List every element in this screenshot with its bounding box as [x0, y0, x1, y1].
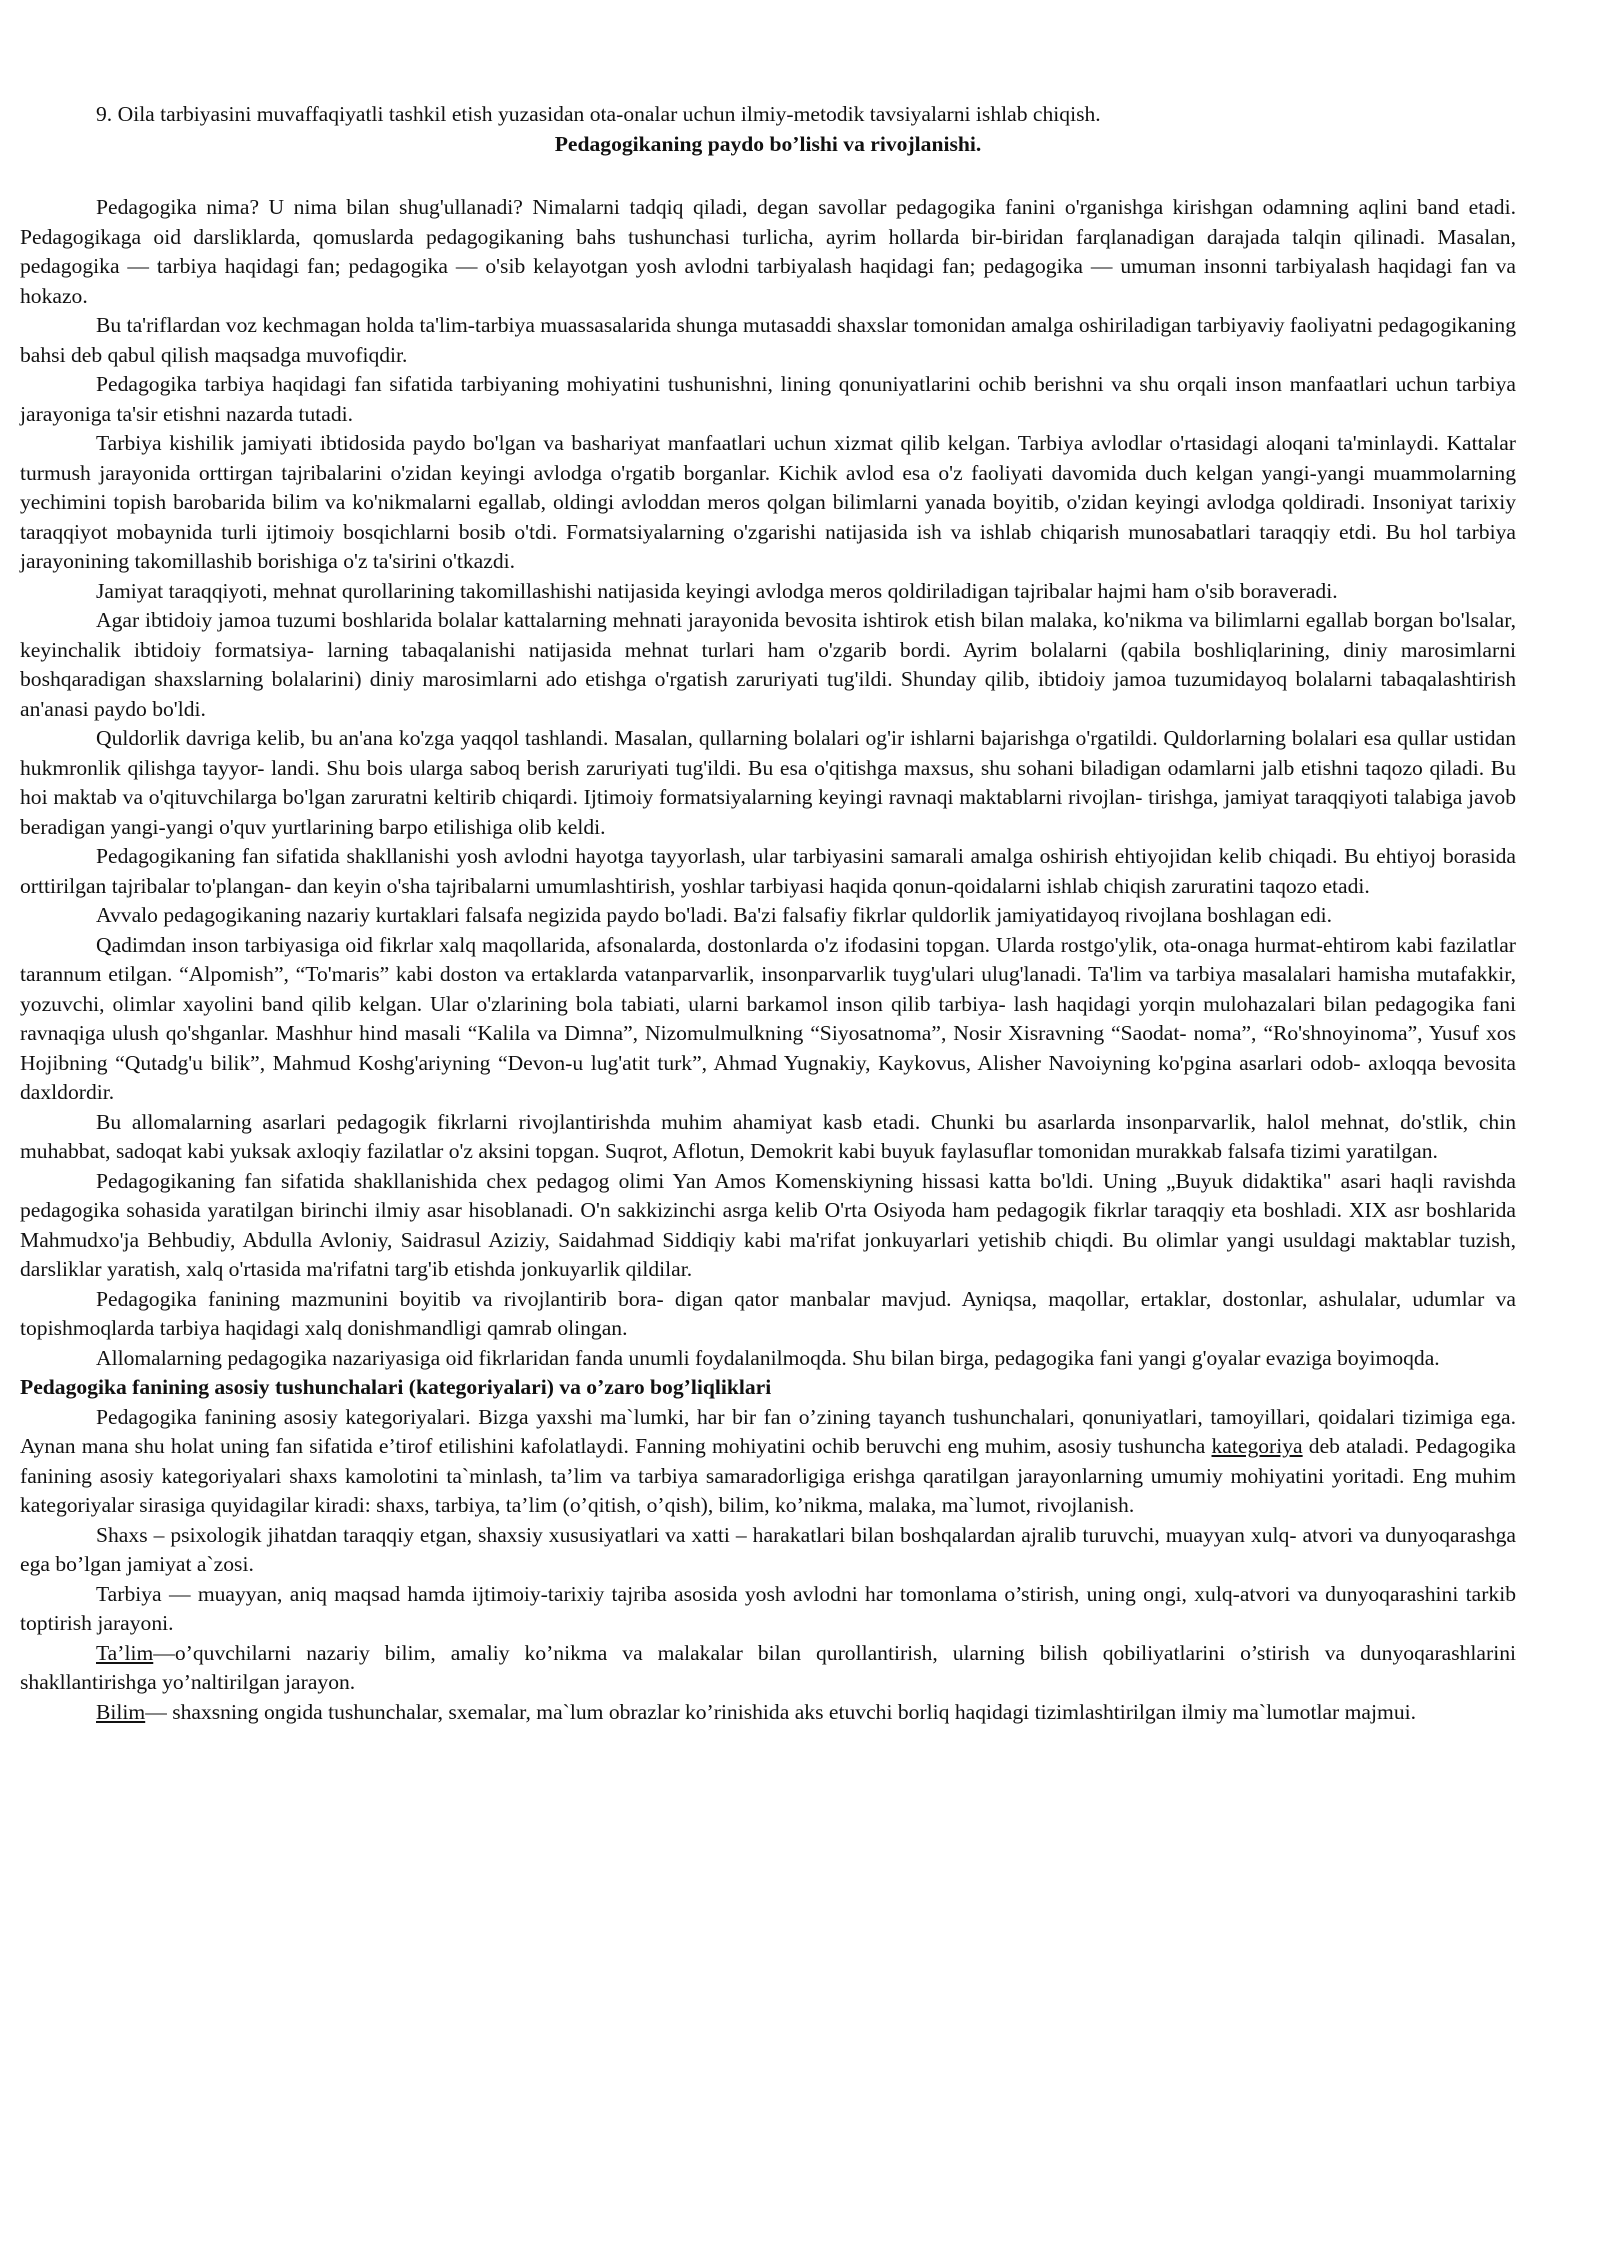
definition-bilim [20, 1698, 1516, 1728]
paragraph: Pedagogikaning fan sifatida shakllanishi yosh avlodni hayotga tayyorlash, ular tarbiyasini samarali amalga oshirish ehtiyojidan kelib chiqadi. Bu ehtiyoj borasida orttirilgan tajribalar to'plangan- dan keyin o'sha tajribalarni umumlashtirish, yoshlar tarbiyasi haqida qonun-qoidalarni ishlab chiqish zaruratini taqozo etadi. [20, 844, 1516, 898]
blank-line [20, 159, 1516, 193]
definition-text: — shaxsning ongida tushunchalar, sxemalar, ma`lum obrazlar ko’rinishida aks etuvchi borliq haqidagi tizimlashtirilgan ilmiy ma`lumotlar majmui. [145, 1699, 1417, 1724]
paragraph: Pedagogika fanining mazmunini boyitib va rivojlantirib bora- digan qator manbalar mavjud. Ayniqsa, maqollar, ertaklar, dostonlar, ashulalar, udumlar va topishmoqlarda tarbiya haqidagi xalq donishmandligi qamrab olingan. [20, 1286, 1516, 1340]
list-item-9: 9. Oila tarbiyasini muvaffaqiyatli tashkil etish yuzasidan ota-onalar uchun ilmiy-metodik tavsiyalarni ishlab chiqish. [96, 102, 1101, 126]
definition-shaxs: Shaxs – psixologik jihatdan taraqqiy etgan, shaxsiy xususiyatlari va xatti – harakatlari bilan boshqalardan ajralib turuvchi, muayyan xulq- atvori va dunyoqarashga ega bo’lgan jamiyat a`zosi. [20, 1522, 1516, 1576]
talim-link[interactable]: Ta’lim [96, 1640, 154, 1665]
paragraph-text: Pedagogika fanining asosiy kategoriyalari. Bizga yaxshi ma`lumki, har bir fan o’zining tayanch tushunchalari, qonuniyatlari, tamoyillari, qoidalari tizimiga ega. Aynan mana shu holat uning fan sifatida e’tirof etilishini kafolatlaydi. Fanning mohiyatini ochib beruvchi eng muhim, asosiy tushuncha [20, 1404, 1516, 1458]
kategoriya-link[interactable]: kategoriya [1211, 1434, 1303, 1458]
paragraph: Pedagogika tarbiya haqidagi fan sifatida tarbiyaning mohiyatini tushunishni, lining qonuniyatlarini ochib berishni va shu orqali inson manfaatlari uchun tarbiya jarayoniga ta'sir etishni nazarda tutadi. [20, 372, 1516, 426]
paragraph: Avvalo pedagogikaning nazariy kurtaklari falsafa negizida paydo bo'ladi. Ba'zi falsafiy fikrlar quldorlik jamiyatidayoq rivojlana boshlagan edi. [96, 903, 1333, 927]
paragraph: Quldorlik davriga kelib, bu an'ana ko'zga yaqqol tashlandi. Masalan, qullarning bolalari og'ir ishlarni bajarishga o'rgatildi. Quldorlarning bolalari esa qullar ustidan hukmronlik qilishga tayyor- landi. Shu bois ularga saboq berish zaruriyati tug'ildi. Bu esa o'qitishga maxsus, shu sohani biladigan odamlarni jalb etishni taqozo qiladi. Bu hoi maktab va o'qituvchilarga bo'lgan zaruratni keltirib chiqardi. Ijtimoiy formatsiyalarning keyingi ravnaqi maktablarni rivojlan- tirishga, jamiyat taraqqiyoti talabiga javob beradigan yangi-yangi o'quv yurtlarining barpo etilishiga olib keldi. [20, 726, 1516, 839]
paragraph: Qadimdan inson tarbiyasiga oid fikrlar xalq maqollarida, afsonalarda, dostonlarda o'z ifodasini topgan. Ularda rostgo'ylik, ota-onaga hurmat-ehtirom kabi fazilatlar tarannum etilgan. “Alpomish”, “To'maris” kabi doston va ertaklarda vatanparvarlik, insonparvarlik tuyg'ulari ulug'lanadi. Ta'lim va tarbiya masalalari hamisha mutafakkir, yozuvchi, olimlar xayolini band qilib kelgan. Ular o'zlarining bola tabiati, ularni barkamol inson qilib tarbiya- lash haqidagi yorqin mulohazalari bilan pedagogika fani ravnaqiga ulush qo'shganlar. Mashhur hind masali “Kalila va Dimna”, Nizomulmulkning “Siyosatnoma”, Nosir Xisravning “Saodat- noma”, “Ro'shnoyinoma”, Yusuf xos Hojibning “Qutadg'u bilik”, Mahmud Koshg'ariyning “Devon-u lug'atit turk”, Ahmad Yugnakiy, Kaykovus, Alisher Navoiyning ko'pgina asarlari odob- axloqqa bevosita daxldordir. [20, 932, 1516, 1104]
paragraph: Tarbiya kishilik jamiyati ibtidosida paydo bo'lgan va bashariyat manfaatlari uchun xizmat qilib kelgan. Tarbiya avlodlar o'rtasidagi aloqani ta'minlaydi. Kattalar turmush jarayonida orttirgan tajribalarini o'zidan keyingi avlodga o'rgatib borganlar. Kichik avlod esa o'z faoliyati davomida duch kelgan yangi-yangi muammolarning yechimini topish barobarida bilim va ko'nikmalarni egallab, oldingi avloddan meros qolgan bilimlarni yanada boyitib, o'zidan keyingi avlodga qoldiradi. Insoniyat tarixiy taraqqiyot mobaynida turli ijtimoiy bosqichlarni bosib o'tdi. Formatsiyalarning o'zgarishi natijasida ish va ishlab chiqarish munosabatlari taraqqiy etdi. Bu hol tarbiya jarayonining takomillashib borishiga o'z ta'sirini o'tkazdi. [20, 431, 1516, 573]
paragraph: Bu ta'riflardan voz kechmagan holda ta'lim-tarbiya muassasalarida shunga mutasaddi shaxslar tomonidan amalga oshiriladigan tarbiyaviy faoliyatni pedagogikaning bahsi deb qabul qilish maqsadga muvofiqdir. [20, 313, 1516, 367]
bilim-link[interactable]: Bilim [96, 1699, 146, 1724]
definition-text: —o’quvchilarni nazariy bilim, amaliy ko’nikma va malakalar bilan qurollantirish, ularning bilish qobiliyatlarini o’stirish va dunyoqarashlarini shakllantirishga yo’naltirilgan jarayon. [20, 1640, 1516, 1694]
paragraph: Bu allomalarning asarlari pedagogik fikrlarni rivojlantirishda muhim ahamiyat kasb etadi. Chunki bu asarlarda insonparvarlik, halol mehnat, do'stlik, chin muhabbat, sadoqat kabi yuksak axloqiy fazilatlar o'z aksini topgan. Suqrot, Aflotun, Demokrit kabi buyuk faylasuflar tomonidan murakkab falsafa tizimi yaratilgan. [20, 1109, 1516, 1163]
definition-talim [20, 1639, 1516, 1698]
paragraph: Jamiyat taraqqiyoti, mehnat qurollarining takomillashishi natijasida keyingi avlodga meros qoldiriladigan tajribalar hajmi ham o'sib boraveradi. [96, 578, 1338, 603]
definition-tarbiya: Tarbiya — muayyan, aniq maqsad hamda ijtimoiy-tarixiy tajriba asosida yosh avlodni har tomonlama o’stirish, uning ongi, xulq-atvori va dunyoqarashini tarkib toptirish jarayoni. [20, 1581, 1516, 1635]
paragraph: Pedagogikaning fan sifatida shakllanishida chex pedagog olimi Yan Amos Komenskiyning hissasi katta bo'ldi. Uning „Buyuk didaktika" asari haqli ravishda pedagogika sohasida yaratilgan birinchi ilmiy asar hisoblanadi. O'n sakkizinchi asrga kelib O'rta Osiyoda ham pedagogik fikrlar taraqqiy eta boshladi. XIX asr boshlarida Mahmudxo'ja Behbudiy, Abdulla Avloniy, Saidrasul Aziziy, Saidahmad Siddiqiy kabi ma'rifat jonkuyarlari yetishib chiqdi. Bu olimlar yangi usuldagi maktablar tuzish, darsliklar yaratish, xalq o'rtasida ma'rifatni targ'ib etishda jonkuyarlik qildilar. [20, 1168, 1516, 1281]
paragraph-categories [20, 1403, 1516, 1521]
section-heading: Pedagogika fanining asosiy tushunchalari (kategoriyalari) va o’zaro bog’liqliklari [20, 1375, 772, 1399]
paragraph: Allomalarning pedagogika nazariyasiga oid fikrlaridan fanda unumli foydalanilmoqda. Shu bilan birga, pedagogika fani yangi g'oyalar evaziga boyimoqda. [96, 1345, 1440, 1370]
paragraph-text: deb ataladi. Pedagogika fanining asosiy kategoriyalari shaxs kamolotini ta`minlash, ta’lim va tarbiya samaradorligiga erishga qaratilgan jarayonlarning umumiy mohiyatini yoritadi. Eng muhim kategoriyalar sirasiga quyidagilar kiradi: shaxs, tarbiya, ta’lim (o’qitish, o’qish), bilim, ko’nikma, malaka, ma`lumot, rivojlanish. [20, 1434, 1516, 1517]
section-title: Pedagogikaning paydo bo’lishi va rivojlanishi. [554, 131, 982, 156]
paragraph: Agar ibtidoiy jamoa tuzumi boshlarida bolalar kattalarning mehnati jarayonida bevosita ishtirok etish bilan malaka, ko'nikma va bilimlarni egallab borgan bo'lsalar, keyinchalik ibtidoiy formatsiya- larning tabaqalanishi natijasida mehnat turlari ham o'zgarib bordi. Ayrim bolalarni (qabila boshliqlarining, diniy marosimlarni boshqaradigan shaxslarning bolalarini) diniy marosimlarni ado etishga o'rgatish zaruriyati tug'ildi. Shunday qilib, ibtidoiy jamoa tuzumidayoq bolalarni tabaqalashtirish an'anasi paydo bo'ldi. [20, 608, 1516, 721]
paragraph: Pedagogika nima? U nima bilan shug'ullanadi? Nimalarni tadqiq qiladi, degan savollar pedagogika fanini o'rganishga kirishgan odamning aqlini band etadi. Pedagogikaga oid darsliklarda, qomuslarda pedagogikaning bahs tushunchasi turlicha, ayrim hollarda bir-biridan farqlanadigan darajada talqin qilinadi. Masalan, pedagogika — tarbiya haqidagi fan; pedagogika — o'sib kelayotgan yosh avlodni tarbiyalash haqidagi fan; pedagogika — umuman insonni tarbiyalash haqidagi fan va hokazo. [20, 195, 1516, 308]
